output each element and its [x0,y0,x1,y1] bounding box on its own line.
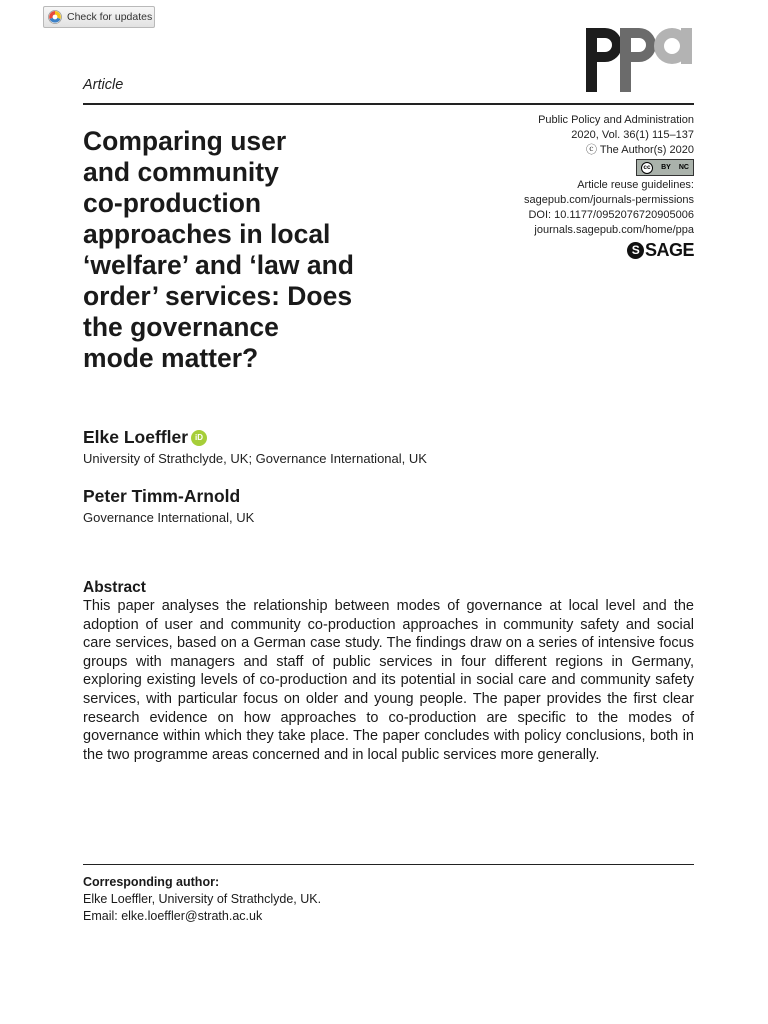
logo-letter-p1 [586,28,622,92]
title-line: mode matter? [83,343,259,373]
title-line: order’ services: Does [83,281,353,311]
sage-publisher-logo [627,242,694,259]
author-name-row [83,486,254,507]
journal-metadata [454,113,694,259]
corresponding-author-address: Elke Loeffler, University of Strathclyde, UK. [83,892,322,906]
cc-by-label: BY [661,164,671,171]
title-line: ‘welfare’ and ‘law and [83,250,354,280]
title-line: approaches in local [83,219,331,249]
copyright-notice: ⓒ The Author(s) 2020 [585,144,694,156]
title-line: Comparing user [83,126,287,156]
reuse-guidelines-label: Article reuse guidelines: [577,179,694,191]
title-line: the governance [83,312,279,342]
author-name[interactable]: Elke Loeffler [83,427,189,447]
logo-letter-a [654,28,692,64]
author-block [83,486,254,525]
reuse-guidelines-link[interactable]: sagepub.com/journals-permissions [524,194,694,206]
author-block [83,427,427,466]
logo-letter-p2 [620,28,656,92]
check-for-updates-button[interactable] [43,6,155,28]
orcid-icon[interactable]: iD [191,430,207,446]
author-affiliation: Governance International, UK [83,510,255,525]
journal-name: Public Policy and Administration [538,114,694,126]
author-name-row [83,427,427,448]
doi-link[interactable]: DOI: 10.1177/0952076720905006 [528,209,694,221]
corresponding-author-block [83,874,321,925]
abstract-heading: Abstract [83,579,146,596]
author-name[interactable]: Peter Timm-Arnold [83,486,241,506]
crossmark-icon [48,10,62,24]
corresponding-author-label: Corresponding author: [83,875,220,889]
journal-homepage-link[interactable]: journals.sagepub.com/home/ppa [534,224,694,236]
header-divider [83,103,694,105]
title-line: and community [83,157,279,187]
title-line: co-production [83,188,262,218]
author-affiliation: University of Strathclyde, UK; Governance International, UK [83,451,427,466]
journal-volume: 2020, Vol. 36(1) 115–137 [571,129,694,141]
ppa-journal-logo [584,22,696,94]
cc-nc-label: NC [678,164,689,171]
creative-commons-license-badge[interactable] [636,159,694,176]
sage-wordmark: SAGE [644,240,694,260]
corresponding-author-email[interactable]: Email: elke.loeffler@strath.ac.uk [83,909,263,923]
check-for-updates-label: Check for updates [67,11,153,23]
abstract-text: This paper analyses the relationship between modes of governance at local level and the adoption of user and community co-production approaches in community safety and social care services, based on a German case study. The findings draw on a series of intensive focus groups with managers and staff of public services in four different regions in Germany, exploring existing levels of co-production and its potential in social care and community safety services, with particular focus on older and young people. The paper provides the first clear research evidence on how approaches to co-production are specific to the modes of governance within which they take place. The paper concludes with policy conclusions, both in the two programme areas concerned and in local public services more generally. [83,598,694,763]
article-type-label: Article [83,77,124,93]
cc-icon: cc [641,162,653,174]
footer-divider [83,864,694,865]
article-title [83,126,423,374]
sage-s-icon: S [627,242,644,259]
